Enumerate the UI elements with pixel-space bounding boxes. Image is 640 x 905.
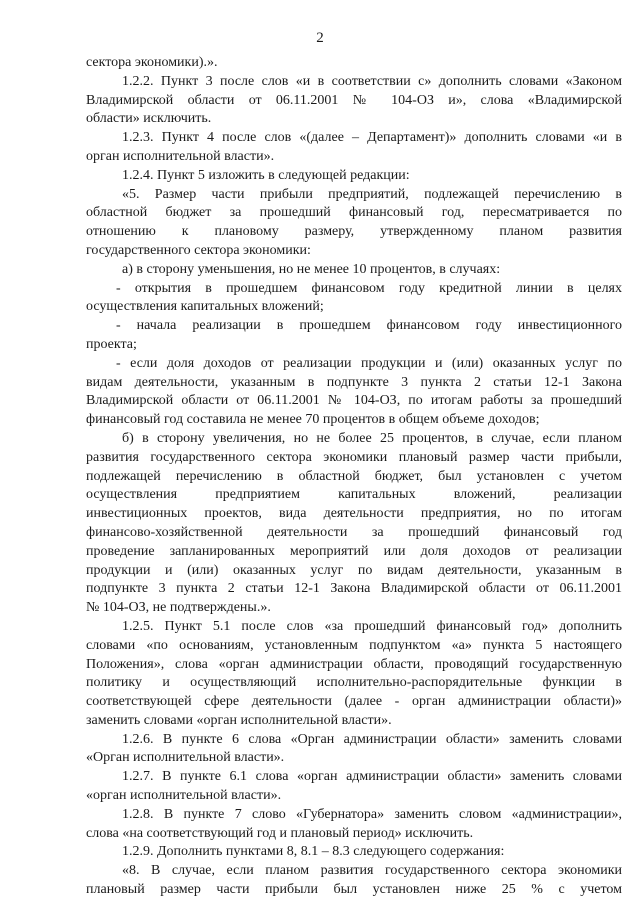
text-line: осуществления капитальных вложений;: [86, 299, 324, 315]
text-line: области» исключить.: [86, 111, 212, 127]
text-line: политику и осуществляющий исполнительно-распорядительные функции в: [86, 675, 622, 691]
text-line: а) в сторону уменьшения, но не менее 10 процентов, в случаях:: [122, 261, 501, 277]
text-line: отношению к плановому размеру, утвержденному планом развития: [86, 224, 622, 240]
text-line: - начала реализации в прошедшем финансовом году инвестиционного: [116, 318, 622, 334]
document-body: [86, 54, 622, 900]
text-line: «8. В случае, если планом развития государственного сектора экономики: [122, 863, 622, 879]
text-line: соответствующей сфере деятельности (далее - орган администрации области)»: [86, 694, 622, 710]
text-line: 1.2.3. Пункт 4 после слов «(далее – Департамент)» дополнить словами «и в: [122, 130, 622, 146]
page-number: 2: [316, 30, 324, 46]
text-line: подлежащей перечислению в областной бюджет, был установлен с учетом: [86, 468, 622, 484]
text-line: словами «по основаниям, установленным подпунктом «а» пункта 5 настоящего: [86, 637, 622, 653]
text-line: заменить словами «орган исполнительной власти».: [86, 712, 392, 728]
text-line: плановый размер части прибыли был установлен ниже 25 % с учетом: [86, 882, 622, 898]
text-line: областной бюджет за прошедший финансовый год, пересматривается по: [86, 205, 622, 221]
text-line: осуществления предприятием капитальных вложений, реализации: [86, 487, 622, 503]
text-line: «Орган исполнительной власти».: [86, 750, 285, 766]
text-line: 1.2.5. Пункт 5.1 после слов «за прошедший финансовый год» дополнить: [122, 618, 622, 634]
text-line: 1.2.2. Пункт 3 после слов «и в соответствии с» дополнить словами «Законом: [122, 73, 622, 89]
text-line: сектора экономики).».: [86, 55, 218, 70]
text-line: финансово-хозяйственной деятельности за прошедший финансовый год: [86, 524, 622, 540]
text-line: 1.2.4. Пункт 5 изложить в следующей редакции:: [122, 167, 410, 183]
text-line: подпункте 3 пункта 2 статьи 12-1 Закона Владимирской области от 06.11.2001: [86, 581, 622, 597]
text-line: № 104-ОЗ, не подтверждены.».: [86, 600, 271, 616]
text-line: - если доля доходов от реализации продукции и (или) оказанных услуг по: [116, 355, 622, 371]
text-line: Владимирской области от 06.11.2001 № 104-ОЗ и», слова «Владимирской: [86, 92, 622, 108]
text-line: проекта;: [86, 336, 137, 352]
text-line: видам деятельности, указанным в подпункте 3 пункта 2 статьи 12-1 Закона: [86, 374, 622, 390]
text-line: финансовый год составила не менее 70 процентов в общем объеме доходов;: [86, 412, 540, 428]
text-line: проведение запланированных мероприятий или доля доходов от реализации: [86, 543, 622, 559]
text-line: развития государственного сектора экономики плановый размер части прибыли,: [86, 449, 622, 465]
text-line: «орган исполнительной власти».: [86, 788, 282, 804]
text-line: 1.2.6. В пункте 6 слова «Орган администрации области» заменить словами: [122, 731, 622, 747]
text-line: б) в сторону увеличения, но не более 25 процентов, в случае, если планом: [122, 430, 622, 446]
text-line: Положения», слова «орган администрации области, проводящий государственную: [86, 656, 622, 672]
text-line: орган исполнительной власти».: [86, 148, 275, 164]
text-line: 1.2.8. В пункте 7 слово «Губернатора» заменить словом «администрации»,: [122, 806, 622, 822]
text-line: Владимирской области от 06.11.2001 № 104-ОЗ, по итогам работы за прошедший: [86, 393, 622, 409]
text-line: 1.2.7. В пункте 6.1 слова «орган администрации области» заменить словами: [122, 769, 622, 785]
text-line: слова «на соответствующий год и плановый период» исключить.: [86, 825, 474, 841]
text-line: инвестиционных проектов, вида деятельности предприятия, но по итогам: [86, 506, 622, 522]
text-line: - открытия в прошедшем финансовом году кредитной линии в целях: [116, 280, 622, 296]
text-line: продукции и (или) оказанных услуг по видам деятельности, указанным в: [86, 562, 622, 578]
text-line: «5. Размер части прибыли предприятий, подлежащей перечислению в: [122, 186, 622, 202]
text-line: 1.2.9. Дополнить пунктами 8, 8.1 – 8.3 следующего содержания:: [122, 844, 505, 860]
text-line: государственного сектора экономики:: [86, 242, 311, 258]
